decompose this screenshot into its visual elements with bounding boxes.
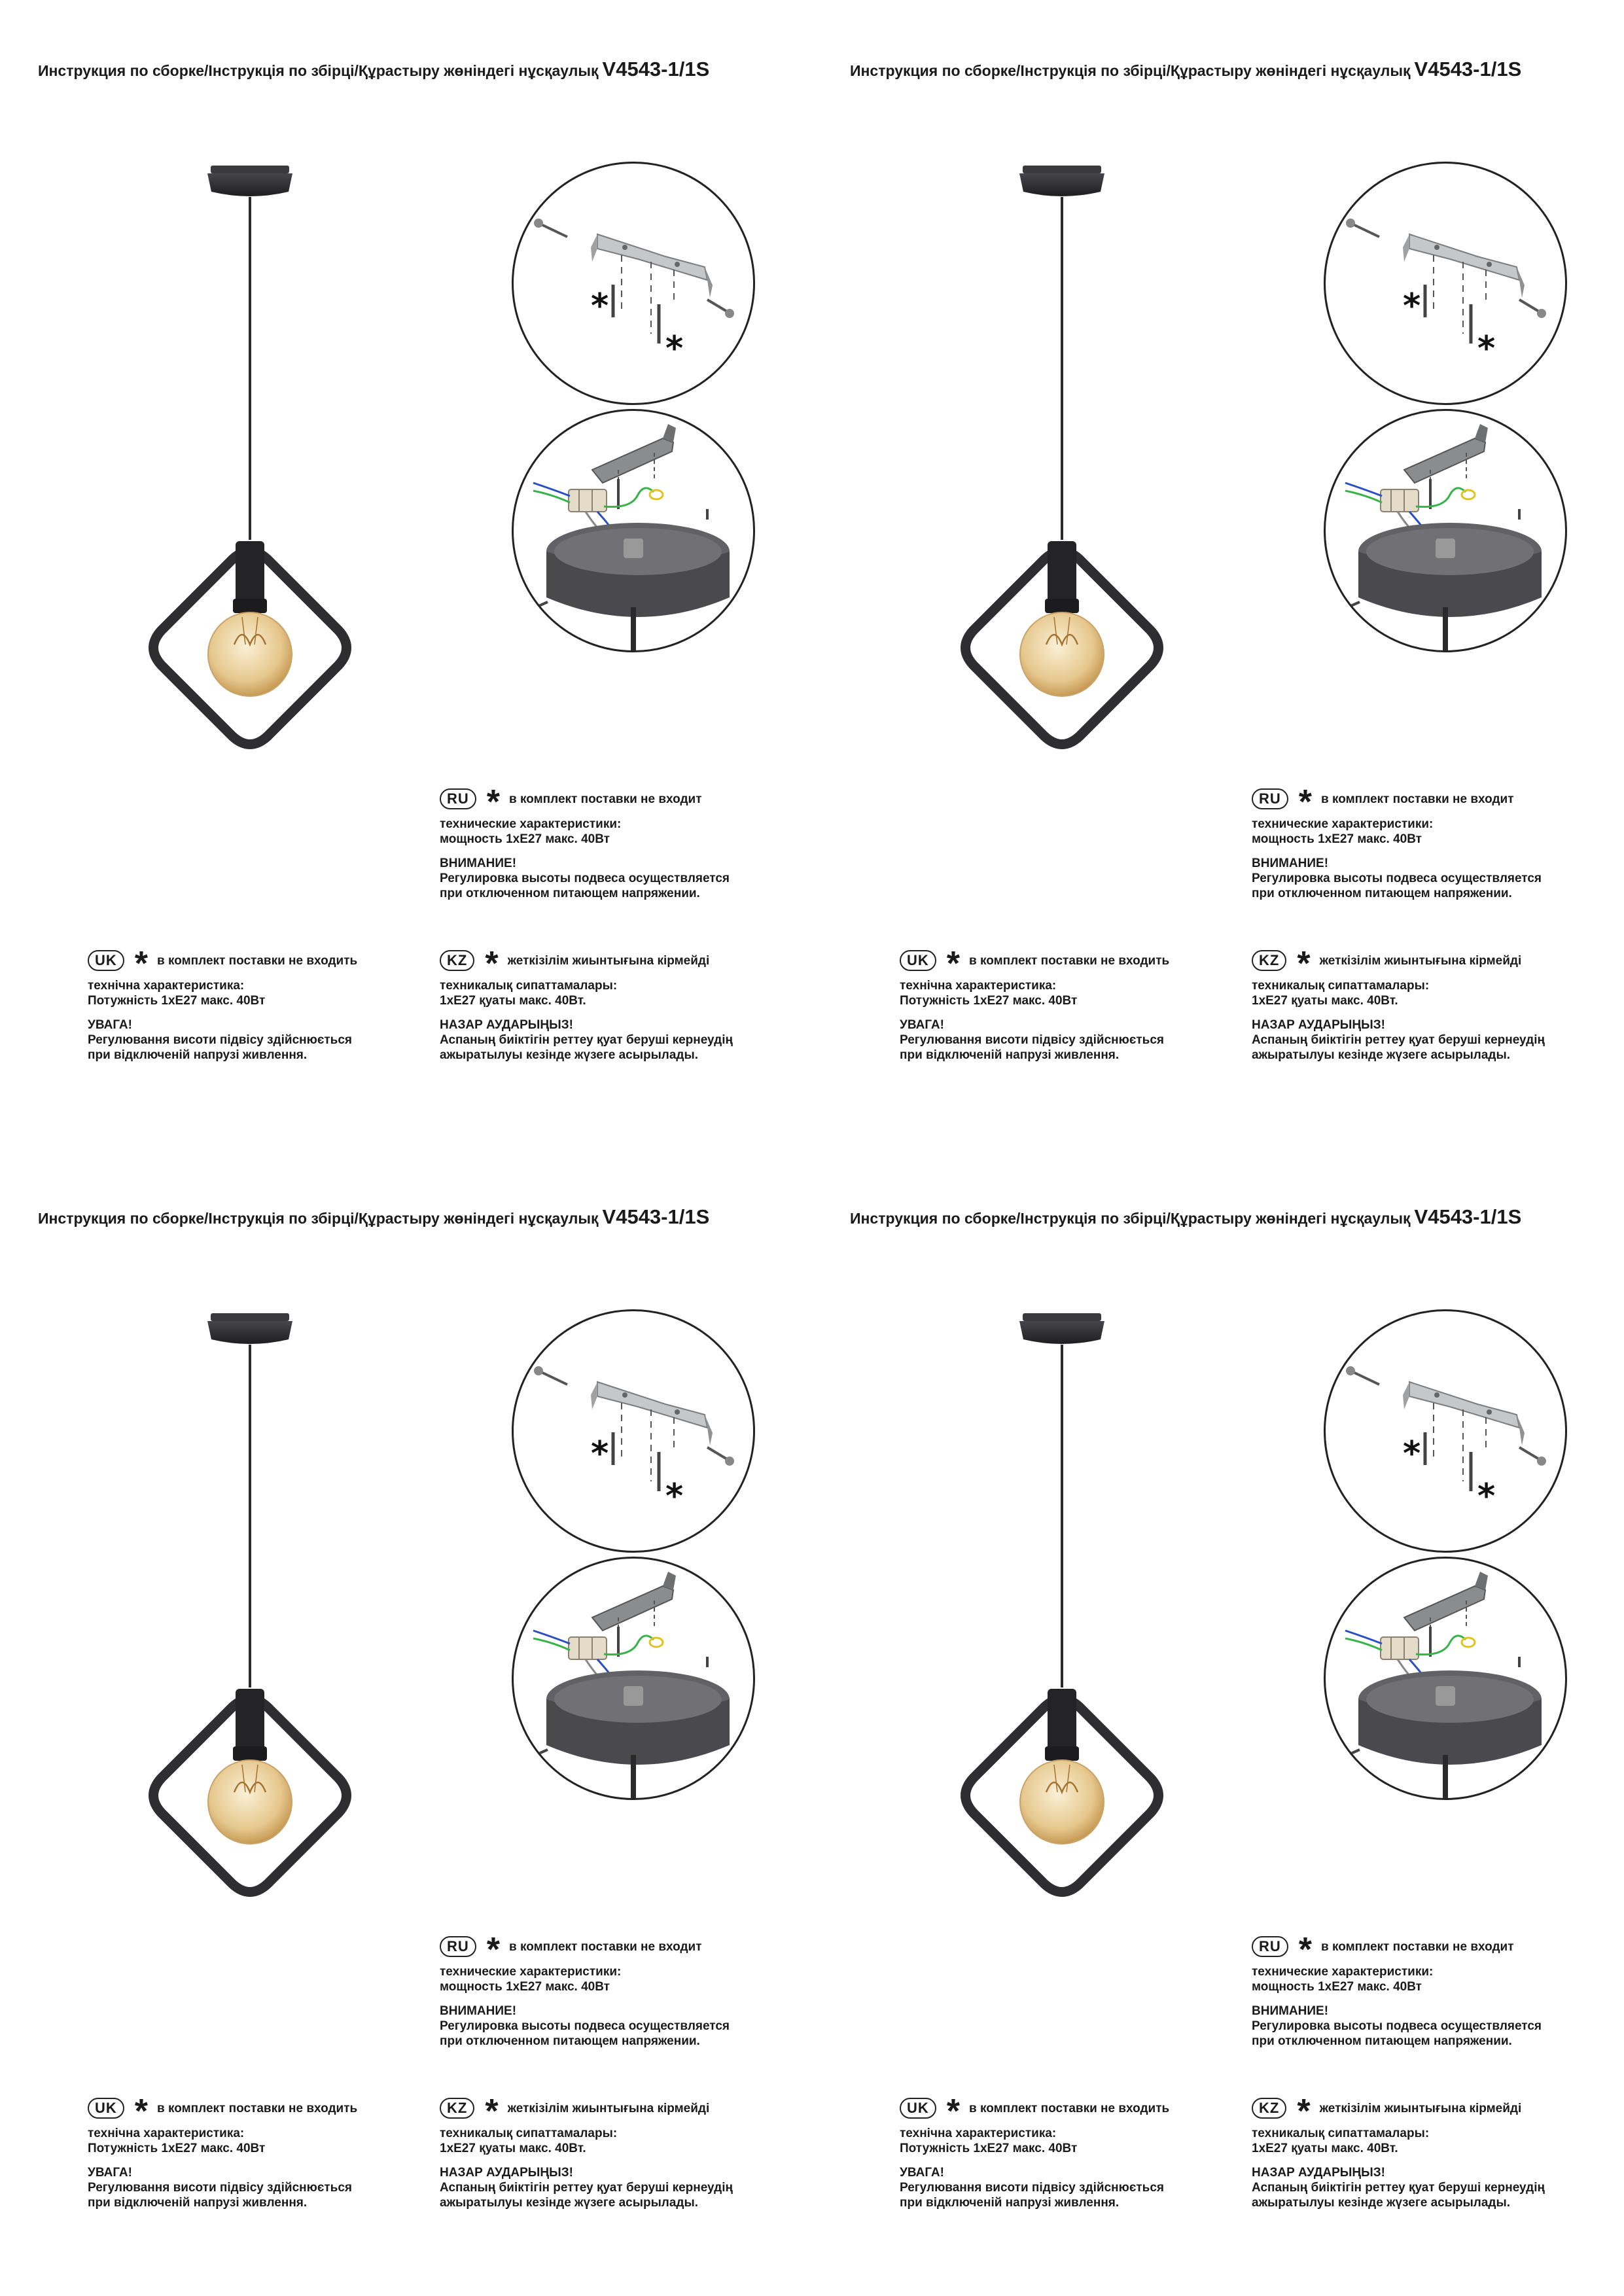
kz-specs-label: техникалық сипаттамалары:: [1252, 979, 1430, 993]
kz-language-badge: KZ: [1252, 2098, 1286, 2119]
kz-language-badge: KZ: [440, 950, 474, 971]
model-number: V4543-1/1S: [602, 58, 710, 80]
svg-text:*: *: [1477, 1477, 1496, 1516]
kz-warning-title: НАЗАР АУДАРЫҢЫЗ!: [440, 1018, 573, 1032]
uk-not-included: в комплект поставки не входить: [157, 2101, 358, 2115]
pendant-lamp-illustration: [940, 1288, 1185, 1916]
uk-specs-value: Потужність 1хЕ27 макс. 40Вт: [88, 2142, 266, 2155]
ru-warning-title: ВНИМАНИЕ!: [440, 2004, 517, 2018]
asterisk-icon: *: [946, 2093, 961, 2130]
kz-specs-label: техникалық сипаттамалары:: [440, 979, 618, 993]
uk-specs-value: Потужність 1хЕ27 макс. 40Вт: [88, 994, 266, 1008]
kz-warning-title: НАЗАР АУДАРЫҢЫЗ!: [1252, 2166, 1385, 2180]
title-text: Инструкция по сборке/Інструкція по збірці/Құрастыру жөніндегі нұсқаулық: [38, 62, 599, 79]
uk-warning-title: УВАГА!: [900, 1018, 944, 1032]
svg-text:*: *: [1403, 1434, 1421, 1474]
svg-text:*: *: [1403, 287, 1421, 326]
ru-warning-title: ВНИМАНИЕ!: [1252, 2004, 1329, 2018]
kz-not-included: жеткізілім жиынтығына кірмейді: [507, 953, 710, 968]
instruction-panel: [0, 0, 812, 1148]
ru-specs-label: технические характеристики:: [1252, 817, 1434, 831]
uk-warning-line1: Регулювання висоти підвісу здійснюється: [88, 2181, 352, 2195]
kz-warning-title: НАЗАР АУДАРЫҢЫЗ!: [440, 2166, 573, 2180]
ru-specs-value: мощность 1хЕ27 макс. 40Вт: [1252, 1980, 1422, 1994]
uk-specs-label: технічна характеристика:: [900, 979, 1057, 993]
ru-language-badge: RU: [1252, 1936, 1288, 1957]
ru-specs-label: технические характеристики:: [1252, 1965, 1434, 1979]
ru-warning-line1: Регулировка высоты подвеса осуществляется: [1252, 2019, 1542, 2033]
ru-language-badge: RU: [440, 1936, 476, 1957]
svg-text:*: *: [1477, 329, 1496, 368]
asterisk-icon: *: [946, 945, 961, 983]
mounting-bracket-diagram: [512, 1309, 755, 1553]
ru-warning-line1: Регулировка высоты подвеса осуществляется: [440, 872, 730, 885]
svg-text:*: *: [665, 1477, 684, 1516]
ru-section: [440, 1933, 730, 2049]
ru-warning-line1: Регулировка высоты подвеса осуществляется: [440, 2019, 730, 2033]
kz-section: [1252, 2094, 1545, 2210]
kz-warning-line1: Аспаның биіктігін реттеу қуат беруші кернеудің: [440, 2181, 733, 2195]
uk-warning-title: УВАГА!: [88, 2166, 132, 2180]
title-text: Инструкция по сборке/Інструкція по збірці/Құрастыру жөніндегі нұсқаулық: [38, 1210, 599, 1227]
uk-section: [900, 2094, 1169, 2210]
uk-language-badge: UK: [900, 950, 936, 971]
instruction-panel: [812, 0, 1624, 1148]
kz-language-badge: KZ: [440, 2098, 474, 2119]
kz-warning-line1: Аспаның биіктігін реттеу қуат беруші кернеудің: [440, 1033, 733, 1047]
kz-warning-line1: Аспаның биіктігін реттеу қуат беруші кернеудің: [1252, 1033, 1545, 1047]
kz-not-included: жеткізілім жиынтығына кірмейді: [1319, 2101, 1522, 2115]
uk-warning-line2: при відключеній напрузі живлення.: [88, 2196, 308, 2210]
instruction-panel: [0, 1148, 812, 2295]
mounting-bracket-diagram: [1324, 162, 1567, 405]
kz-specs-label: техникалық сипаттамалары:: [1252, 2127, 1430, 2140]
instruction-title: [850, 1205, 1521, 1229]
uk-not-included: в комплект поставки не входить: [969, 2101, 1170, 2115]
uk-warning-line1: Регулювання висоти підвісу здійснюється: [900, 1033, 1164, 1047]
instruction-title: [850, 58, 1521, 81]
ru-section: [440, 785, 730, 901]
uk-specs-label: технічна характеристика:: [900, 2127, 1057, 2140]
asterisk-icon: *: [485, 2093, 499, 2130]
uk-section: [88, 947, 357, 1063]
wiring-diagram: [1324, 1557, 1567, 1800]
asterisk-icon: *: [1297, 945, 1311, 983]
ru-warning-line2: при отключенном питающем напряжении.: [440, 2034, 700, 2048]
ru-specs-label: технические характеристики:: [440, 1965, 622, 1979]
ru-language-badge: RU: [440, 788, 476, 809]
asterisk-icon: *: [485, 945, 499, 983]
uk-section: [88, 2094, 357, 2210]
uk-warning-line2: при відключеній напрузі живлення.: [900, 1048, 1120, 1062]
ru-language-badge: RU: [1252, 788, 1288, 809]
kz-specs-value: 1хЕ27 қуаты макс. 40Вт.: [1252, 994, 1398, 1008]
svg-text:*: *: [665, 329, 684, 368]
uk-section: [900, 947, 1169, 1063]
uk-not-included: в комплект поставки не входить: [157, 953, 358, 968]
uk-warning-line2: при відключеній напрузі живлення.: [900, 2196, 1120, 2210]
asterisk-icon: *: [134, 2093, 149, 2130]
asterisk-icon: *: [1298, 1931, 1313, 1969]
svg-text:*: *: [591, 287, 609, 326]
ru-not-included: в комплект поставки не входит: [1321, 1939, 1514, 1954]
ru-specs-value: мощность 1хЕ27 макс. 40Вт: [1252, 832, 1422, 846]
uk-warning-title: УВАГА!: [88, 1018, 132, 1032]
pendant-lamp-illustration: [128, 141, 373, 769]
kz-section: [440, 2094, 733, 2210]
title-text: Инструкция по сборке/Інструкція по збірці/Құрастыру жөніндегі нұсқаулық: [850, 1210, 1411, 1227]
uk-specs-label: технічна характеристика:: [88, 2127, 245, 2140]
uk-language-badge: UK: [88, 950, 124, 971]
ru-warning-line2: при отключенном питающем напряжении.: [440, 887, 700, 900]
ru-not-included: в комплект поставки не входит: [1321, 792, 1514, 806]
ru-warning-line2: при отключенном питающем напряжении.: [1252, 2034, 1512, 2048]
asterisk-icon: *: [486, 1931, 501, 1969]
uk-specs-label: технічна характеристика:: [88, 979, 245, 993]
ru-warning-title: ВНИМАНИЕ!: [440, 857, 517, 870]
ru-warning-line1: Регулировка высоты подвеса осуществляется: [1252, 872, 1542, 885]
ru-section: [1252, 785, 1542, 901]
wiring-diagram: [1324, 409, 1567, 652]
kz-not-included: жеткізілім жиынтығына кірмейді: [507, 2101, 710, 2115]
kz-warning-line2: ажыратылуы кезінде жүзеге асырылады.: [1252, 1048, 1510, 1062]
model-number: V4543-1/1S: [1414, 58, 1522, 80]
wiring-diagram: [512, 409, 755, 652]
uk-language-badge: UK: [900, 2098, 936, 2119]
uk-warning-line1: Регулювання висоти підвісу здійснюється: [88, 1033, 352, 1047]
kz-not-included: жеткізілім жиынтығына кірмейді: [1319, 953, 1522, 968]
asterisk-icon: *: [1297, 2093, 1311, 2130]
ru-warning-line2: при отключенном питающем напряжении.: [1252, 887, 1512, 900]
svg-text:*: *: [591, 1434, 609, 1474]
pendant-lamp-illustration: [940, 141, 1185, 769]
kz-specs-value: 1хЕ27 қуаты макс. 40Вт.: [1252, 2142, 1398, 2155]
uk-warning-line1: Регулювання висоти підвісу здійснюється: [900, 2181, 1164, 2195]
kz-warning-line2: ажыратылуы кезінде жүзеге асырылады.: [440, 2196, 698, 2210]
asterisk-icon: *: [134, 945, 149, 983]
ru-specs-label: технические характеристики:: [440, 817, 622, 831]
instruction-title: [38, 1205, 709, 1229]
ru-not-included: в комплект поставки не входит: [509, 792, 702, 806]
ru-warning-title: ВНИМАНИЕ!: [1252, 857, 1329, 870]
kz-warning-line2: ажыратылуы кезінде жүзеге асырылады.: [440, 1048, 698, 1062]
uk-specs-value: Потужність 1хЕ27 макс. 40Вт: [900, 2142, 1078, 2155]
uk-warning-title: УВАГА!: [900, 2166, 944, 2180]
ru-section: [1252, 1933, 1542, 2049]
kz-specs-label: техникалық сипаттамалары:: [440, 2127, 618, 2140]
mounting-bracket-diagram: [1324, 1309, 1567, 1553]
kz-section: [440, 947, 733, 1063]
instruction-title: [38, 58, 709, 81]
ru-specs-value: мощность 1хЕ27 макс. 40Вт: [440, 832, 610, 846]
model-number: V4543-1/1S: [1414, 1205, 1522, 1228]
instruction-panel: [812, 1148, 1624, 2295]
mounting-bracket-diagram: [512, 162, 755, 405]
title-text: Инструкция по сборке/Інструкція по збірці/Құрастыру жөніндегі нұсқаулық: [850, 62, 1411, 79]
asterisk-icon: *: [486, 783, 501, 821]
ru-specs-value: мощность 1хЕ27 макс. 40Вт: [440, 1980, 610, 1994]
kz-section: [1252, 947, 1545, 1063]
ru-not-included: в комплект поставки не входит: [509, 1939, 702, 1954]
uk-not-included: в комплект поставки не входить: [969, 953, 1170, 968]
kz-warning-line2: ажыратылуы кезінде жүзеге асырылады.: [1252, 2196, 1510, 2210]
kz-warning-line1: Аспаның биіктігін реттеу қуат беруші кернеудің: [1252, 2181, 1545, 2195]
asterisk-icon: *: [1298, 783, 1313, 821]
uk-specs-value: Потужність 1хЕ27 макс. 40Вт: [900, 994, 1078, 1008]
wiring-diagram: [512, 1557, 755, 1800]
kz-language-badge: KZ: [1252, 950, 1286, 971]
pendant-lamp-illustration: [128, 1288, 373, 1916]
uk-warning-line2: при відключеній напрузі живлення.: [88, 1048, 308, 1062]
uk-language-badge: UK: [88, 2098, 124, 2119]
kz-specs-value: 1хЕ27 қуаты макс. 40Вт.: [440, 994, 586, 1008]
kz-specs-value: 1хЕ27 қуаты макс. 40Вт.: [440, 2142, 586, 2155]
kz-warning-title: НАЗАР АУДАРЫҢЫЗ!: [1252, 1018, 1385, 1032]
model-number: V4543-1/1S: [602, 1205, 710, 1228]
